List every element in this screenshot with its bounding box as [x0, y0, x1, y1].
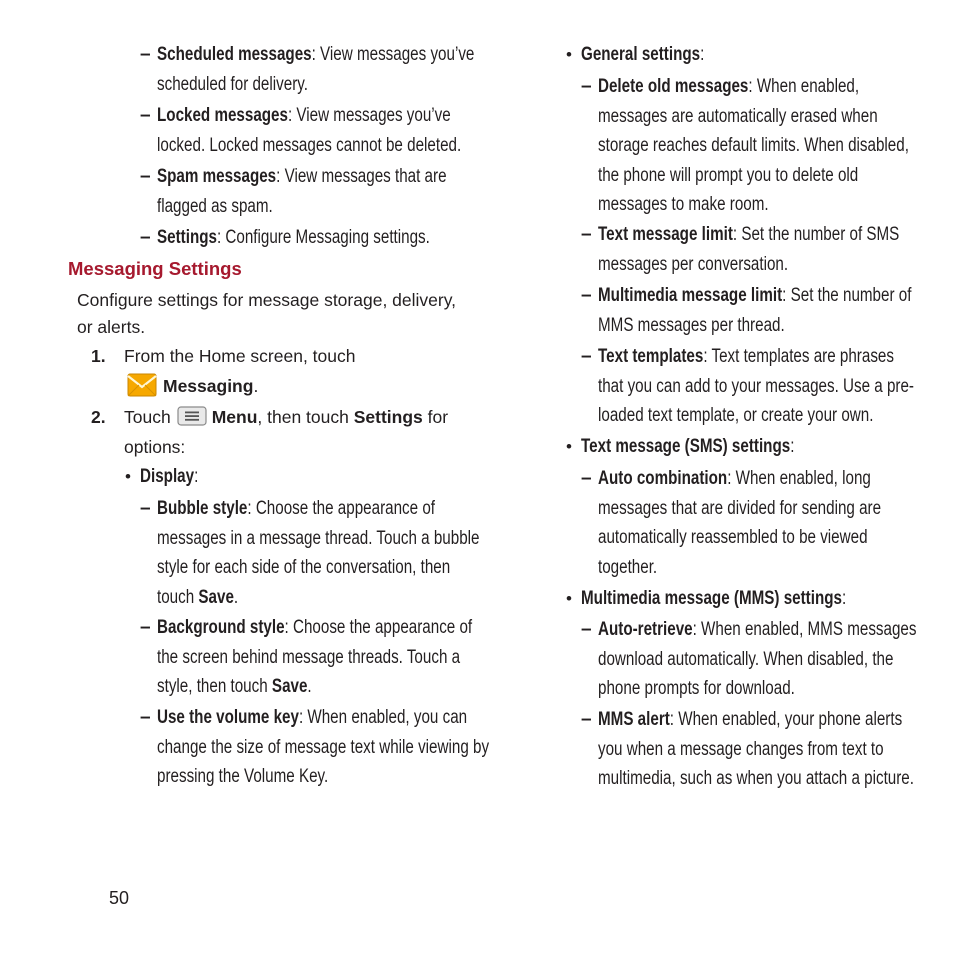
term: Bubble style	[157, 498, 248, 519]
bullet: •	[566, 589, 572, 608]
term: MMS alert	[598, 709, 670, 730]
dash: –	[581, 346, 592, 367]
term: Text templates	[598, 346, 704, 367]
dash: –	[581, 619, 592, 640]
settings-label: Settings	[353, 407, 423, 427]
term: Settings	[157, 227, 217, 248]
term: Use the volume key	[157, 707, 299, 728]
step-number: 1.	[91, 346, 106, 366]
bullet: •	[566, 437, 572, 456]
term: Auto combination	[598, 468, 728, 489]
dash: –	[140, 617, 151, 638]
save-label: Save	[198, 586, 234, 608]
messaging-envelope-icon	[127, 372, 157, 398]
menu-label: Menu	[211, 407, 258, 427]
bullet: •	[566, 45, 572, 64]
dash: –	[581, 709, 592, 730]
term: Multimedia message limit	[598, 285, 783, 306]
term: Auto-retrieve	[598, 619, 693, 640]
dash: –	[140, 44, 151, 65]
dash: –	[140, 166, 151, 187]
dash: –	[140, 498, 151, 519]
dash: –	[140, 707, 151, 728]
term: Locked messages	[157, 105, 288, 126]
save-label: Save	[271, 676, 308, 697]
intro-paragraph: Configure settings for message storage, delivery, or alerts.	[77, 290, 457, 337]
dash: –	[581, 224, 592, 245]
bullet: •	[125, 467, 131, 486]
messaging-label: Messaging	[163, 376, 254, 396]
dash: –	[140, 105, 151, 126]
term: Scheduled messages	[157, 44, 312, 65]
term: Spam messages	[157, 166, 277, 187]
dash: –	[140, 227, 151, 248]
dash: –	[581, 285, 592, 306]
step-number: 2.	[91, 407, 106, 427]
dash: –	[581, 468, 592, 489]
term: Background style	[157, 617, 285, 638]
term: Text message limit	[598, 224, 733, 245]
menu-key-icon	[177, 406, 207, 426]
dash: –	[581, 76, 592, 97]
term: Delete old messages	[598, 76, 749, 97]
section-heading: Messaging Settings	[68, 258, 242, 279]
page-number: 50	[109, 888, 130, 908]
